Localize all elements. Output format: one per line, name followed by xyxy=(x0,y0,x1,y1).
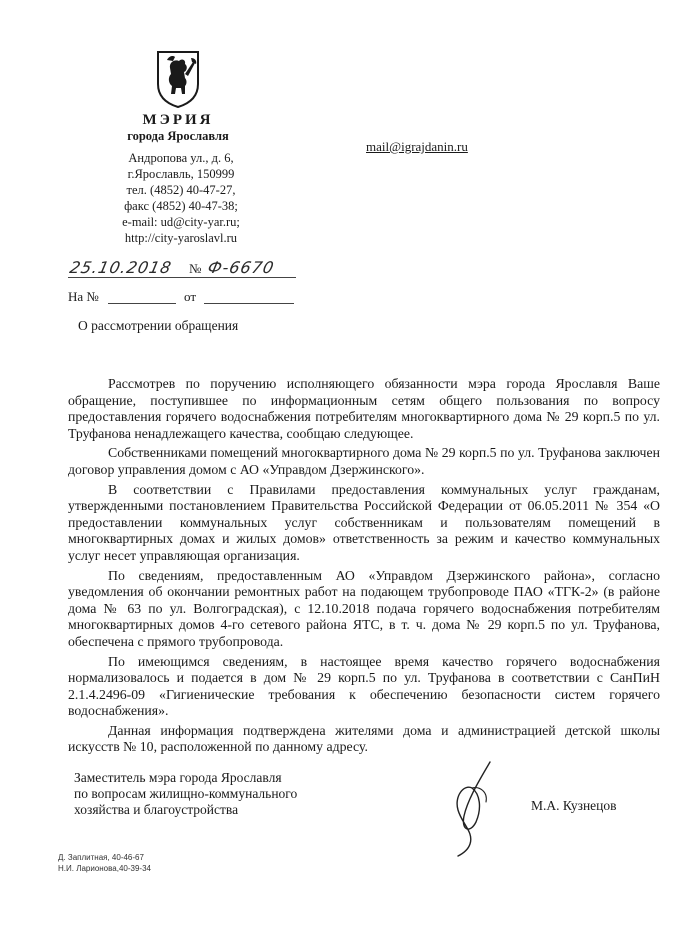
contact-email: e-mail: ud@city-yar.ru; xyxy=(122,215,240,229)
registration-underline xyxy=(68,277,296,278)
contact-address: Андропова ул., д. 6, xyxy=(128,151,234,165)
handwritten-signature xyxy=(436,758,516,858)
body-paragraph: По имеющимся сведениям, в настоящее время качество горячего водоснабжения нормализовалось и подается в дом № 29 корп.5 по ул. Труфанова в соответствии с СанПиН 2.1.4.2496-09 «Гигиенические требования к обеспечению безопасности систем горячего водоснабжения». xyxy=(68,653,660,719)
ref-from-label: от xyxy=(184,289,197,304)
body-paragraph: Рассмотрев по поручению исполняющего обязанности мэра города Ярославля Ваше обращение, поступившее по информационным сетям общего пользования по вопросу предоставления горячего водоснабжения потребителям многоквартирного дома № 29 корп.5 по ул. Труфанова ненадлежащего качества, сообщаю следующее. xyxy=(68,376,660,441)
executor-line: Д. Заплитная, 40-46-67 xyxy=(58,853,144,862)
signatory-position xyxy=(74,770,297,818)
body-paragraph: В соответствии с Правилами предоставления коммунальных услуг гражданам, утвержденными постановлением Правительства Российской Федерации от 06.05.2011 № 354 «О предоставлении коммунальных услуг собственникам и пользователям помещений в многоквартирных домах и жилых домов» ответственность за режим и качество коммунальных услуг несет управляющая организация. xyxy=(68,481,660,563)
contact-fax: факс (4852) 40-47-38; xyxy=(124,199,238,213)
signatory-name: М.А. Кузнецов xyxy=(531,798,617,813)
contact-website: http://city-yaroslavl.ru xyxy=(124,231,238,245)
number-label: № xyxy=(189,261,202,276)
coat-of-arms-logo xyxy=(155,50,201,108)
org-contact-block xyxy=(104,150,258,246)
executor-line: Н.И. Ларионова,40-39-34 xyxy=(58,864,151,873)
handwritten-number: Ф-6670 xyxy=(205,258,277,277)
org-title: МЭРИЯ xyxy=(142,112,214,128)
letter-subject: О рассмотрении обращения xyxy=(78,318,239,333)
body-paragraph: Собственниками помещений многоквартирного дома № 29 корп.5 по ул. Труфанова заключен договор управления домом с АО «Управдом Дзержинского». xyxy=(68,445,660,477)
contact-city: г.Ярославль, 150999 xyxy=(127,167,235,181)
position-line: Заместитель мэра города Ярославля xyxy=(74,770,282,785)
ref-date-blank xyxy=(204,303,294,304)
recipient-email-link[interactable]: mail@igrajdanin.ru xyxy=(366,139,468,154)
ref-number-label: На № xyxy=(68,289,99,304)
executors-block xyxy=(58,852,151,874)
reference-line xyxy=(68,289,308,307)
position-line: хозяйства и благоустройства xyxy=(74,802,239,817)
org-subtitle: города Ярославля xyxy=(127,129,229,143)
ref-number-blank xyxy=(108,303,176,304)
body-paragraph: Данная информация подтверждена жителями дома и администрацией детской школы искусств № 10, расположенной по данному адресу. xyxy=(68,722,660,755)
registration-line xyxy=(68,258,296,280)
contact-phone: тел. (4852) 40-47-27, xyxy=(126,183,236,197)
handwritten-date: 25.10.2018 xyxy=(67,258,174,277)
body-paragraph: По сведениям, предоставленным АО «Управдом Дзержинского района», согласно уведомления об окончании ремонтных работ на подающем трубопроводе ПАО «ТГК-2» (в районе дома № 63 по ул. Волгоградская), с 12.10.2018 подача горячего водоснабжения потребителям многоквартирных домов 4-го сетевого района ЯТС, в т. ч. дома № 29 корп.5 по ул. Труфанова, обеспечена с прямого трубопровода. xyxy=(68,567,660,649)
letter-body xyxy=(68,376,660,759)
position-line: по вопросам жилищно-коммунального xyxy=(74,786,298,801)
